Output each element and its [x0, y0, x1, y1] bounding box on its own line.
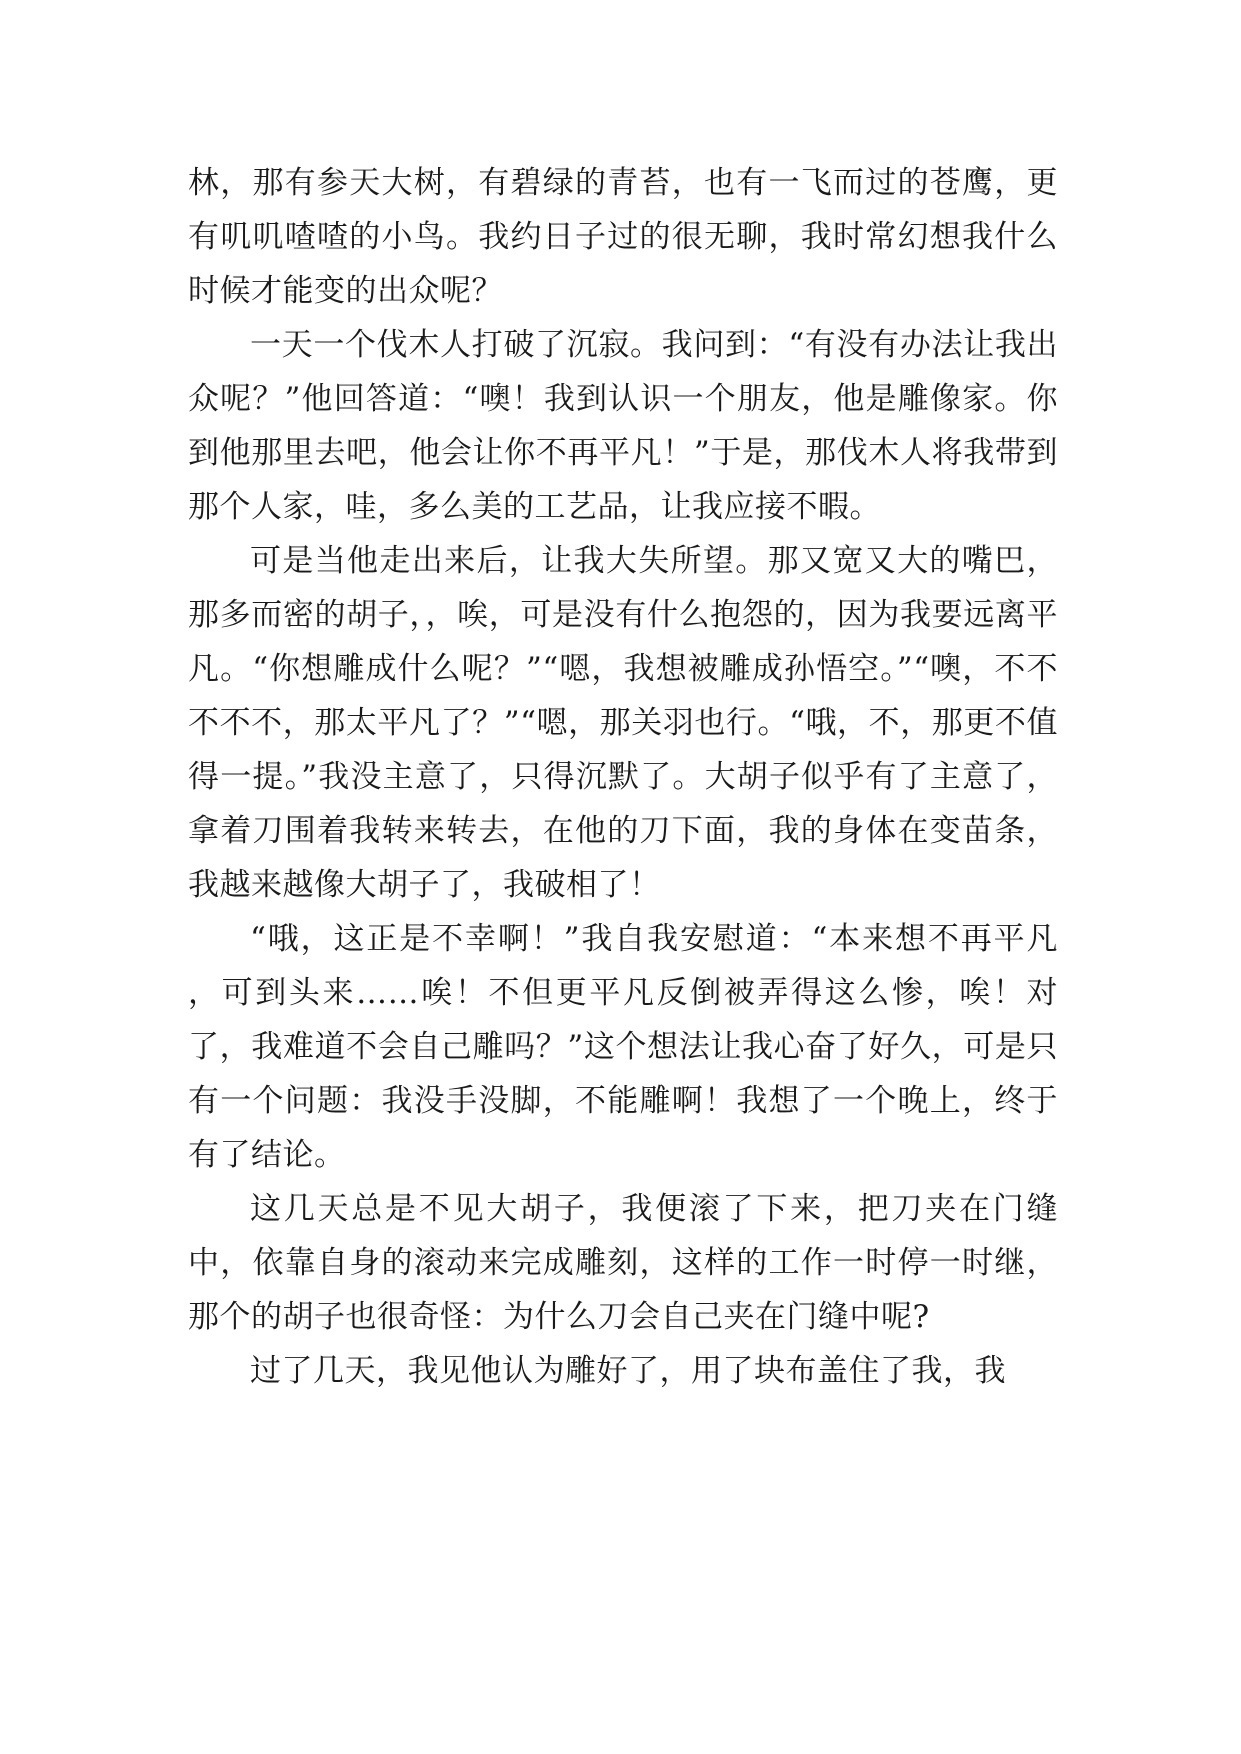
- paragraph-4: “哦，这正是不幸啊！”我自我安慰道：“本来想不再平凡 ，可到头来……唉！不但更平凡反倒被弄得这么惨，唉！对了，我难道不会自己雕吗？”这个想法让我心奋了好久，可是只有一个问题：我没手没脚，不能雕啊！我想了一个晚上，终于有了结论。: [188, 921, 1058, 1173]
- paragraph-1: 林，那有参天大树，有碧绿的青苔，也有一飞而过的苍鹰，更有叽叽喳喳的小鸟。我约日子过的很无聊，我时常幻想我什么时候才能变的出众呢？: [188, 165, 1058, 309]
- paragraph-5: 这几天总是不见大胡子，我便滚了下来，把刀夹在门缝中，依靠自身的滚动来完成雕刻，这样的工作一时停一时继，那个的胡子也很奇怪：为什么刀会自己夹在门缝中呢?: [188, 1191, 1058, 1335]
- paragraph-6: 过了几天，我见他认为雕好了，用了块布盖住了我，我: [250, 1353, 1006, 1389]
- document-page: [188, 156, 1058, 1398]
- paragraph-2: 一天一个伐木人打破了沉寂。我问到：“有没有办法让我出众呢？”他回答道：“噢！我到认识一个朋友，他是雕像家。你到他那里去吧，他会让你不再平凡！”于是，那伐木人将我带到那个人家，哇，多么美的工艺品，让我应接不暇。: [188, 327, 1058, 525]
- paragraph-3: 可是当他走出来后，让我大失所望。那又宽又大的嘴巴，那多而密的胡子，，唉，可是没有什么抱怨的，因为我要远离平凡。“你想雕成什么呢？”“嗯，我想被雕成孙悟空。”“噢，不不不不不，那太平凡了？”“嗯，那关羽也行。“哦，不，那更不值得一提。”我没主意了，只得沉默了。大胡子似乎有了主意了，拿着刀围着我转来转去，在他的刀下面，我的身体在变苗条，我越来越像大胡子了，我破相了！: [188, 543, 1058, 903]
